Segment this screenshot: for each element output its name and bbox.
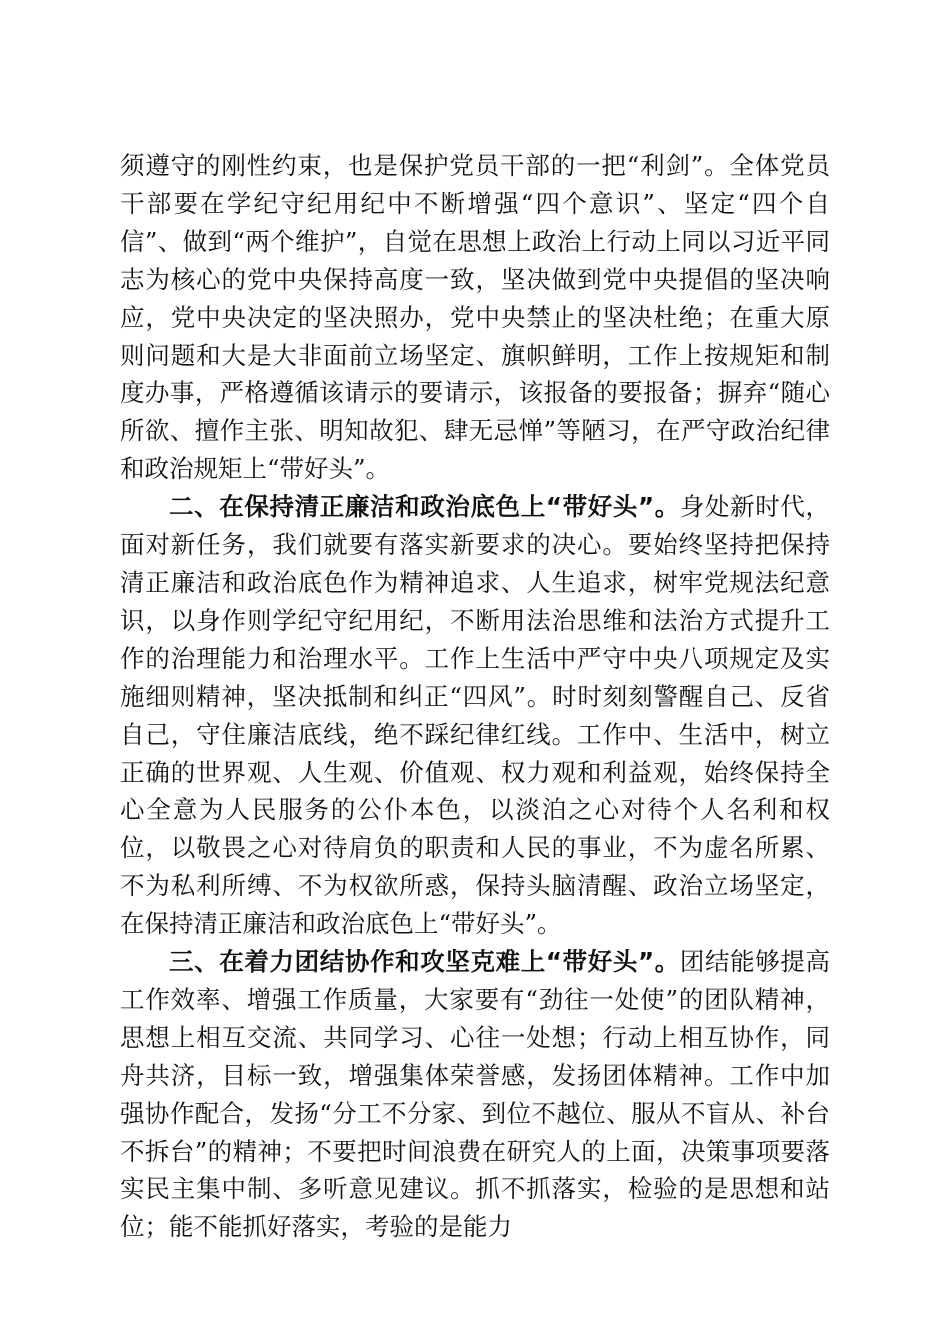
paragraph-body-text: 团结能够提高工作效率、增强工作质量，大家要有“劲往一处使”的团队精神，思想上相互交流、共同学习、心往一处想；行动上相互协作，同舟共济，目标一致，增强集体荣誉感，发扬团体精神。工作中加强协作配合，发扬“分工不分家、到位不越位、服从不盲从、补台不拆台”的精神；不要把时间浪费在研究人的上面，决策事项要落实民主集中制、多听意见建议。抓不抓落实，检验的是思想和站位；能不能抓好落实，考验的是能力	[120, 947, 831, 1242]
paragraph-continuation	[120, 147, 830, 488]
paragraph-section-three	[120, 943, 830, 1246]
paragraph-body-text: 须遵守的刚性约束，也是保护党员干部的一把“利剑”。全体党员干部要在学纪守纪用纪中不断增强“四个意识”、坚定“四个自信”、做到“两个维护”，自觉在思想上政治上行动上同以习近平同志为核心的党中央保持高度一致，坚决做到党中央提倡的坚决响应，党中央决定的坚决照办，党中央禁止的坚决杜绝；在重大原则问题和大是大非面前立场坚定、旗帜鲜明，工作上按规矩和制度办事，严格遵循该请示的要请示，该报备的要报备；摒弃“随心所欲、擅作主张、明知故犯、肆无忌惮”等陋习，在严守政治纪律和政治规矩上“带好头”。	[120, 151, 830, 484]
paragraph-section-two	[120, 488, 830, 943]
section-three-heading: 三、在着力团结协作和攻坚克难上“带好头”。	[169, 947, 680, 977]
paragraph-body-text: 身处新时代，面对新任务，我们就要有落实新要求的决心。要始终坚持把保持清正廉洁和政治底色作为精神追求、人生追求，树牢党规法纪意识，以身作则学纪守纪用纪，不断用法治思维和法治方式提升工作的治理能力和治理水平。工作上生活中严守中央八项规定及实施细则精神，坚决抵制和纠正“四风”。时时刻刻警醒自己、反省自己，守住廉洁底线，绝不踩纪律红线。工作中、生活中，树立正确的世界观、人生观、价值观、权力观和利益观，始终保持全心全意为人民服务的公仆本色，以淡泊之心对待个人名利和权位，以敬畏之心对待肩负的职责和人民的事业，不为虚名所累、不为私利所缚、不为权欲所惑，保持头脑清醒、政治立场坚定，在保持清正廉洁和政治底色上“带好头”。	[120, 492, 831, 939]
document-body	[120, 147, 830, 1246]
section-two-heading: 二、在保持清正廉洁和政治底色上“带好头”。	[169, 492, 680, 522]
